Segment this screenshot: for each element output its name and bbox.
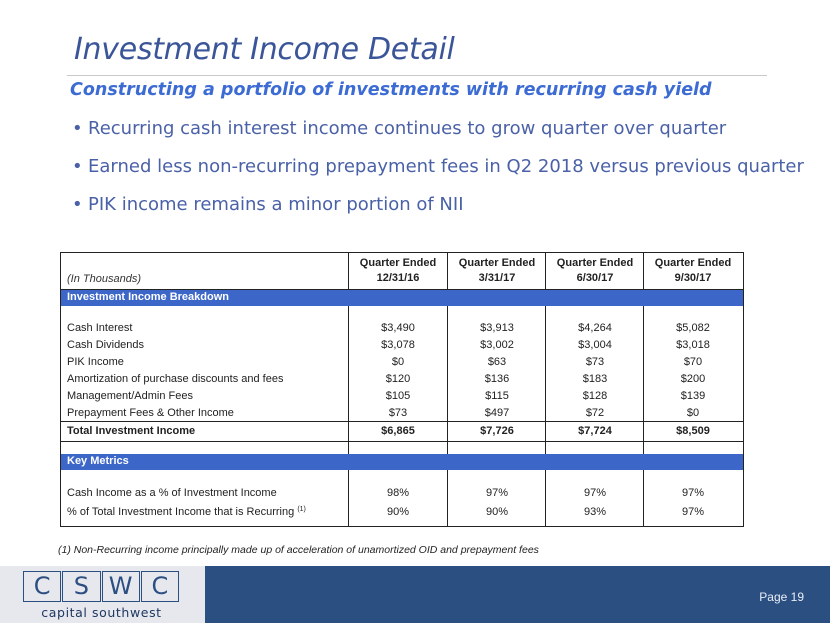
table-header	[61, 253, 743, 290]
logo-letter: S	[62, 571, 100, 602]
table-row: Cash Dividends $3,078 $3,002 $3,004 $3,018	[67, 339, 710, 351]
total-row: Total Investment Income $6,865 $7,726 $7,724 $8,509	[61, 421, 743, 442]
metric-row: % of Total Investment Income that is Recurring $^{(1)}$ 90% 90% 93% 97%	[67, 506, 705, 518]
logo-letter: C	[23, 571, 61, 602]
bullet-item: • Earned less non-recurring prepayment fees in Q2 2018 versus previous quarter	[72, 154, 804, 192]
title-divider	[67, 75, 767, 76]
investment-income-table	[60, 252, 744, 527]
column-header: Quarter Ended 6/30/17	[556, 257, 634, 284]
logo-company-name: capital southwest	[41, 605, 162, 620]
footer-band	[205, 566, 830, 623]
section-label: Key Metrics	[67, 455, 129, 467]
logo-letter: W	[102, 571, 140, 602]
footer-bar	[0, 566, 830, 623]
page-number: Page 19	[759, 590, 804, 604]
table-row: PIK Income $0 $63 $73 $70	[67, 356, 703, 368]
table-row: Amortization of purchase discounts and fees $120 $136 $183 $200	[67, 373, 706, 385]
section-band	[61, 454, 743, 470]
section-band	[61, 290, 743, 306]
units-label: (In Thousands)	[67, 273, 141, 285]
footnote: (1) Non-Recurring income principally made up of acceleration of unamortized OID and prepayment fees	[58, 544, 539, 556]
column-header: Quarter Ended 3/31/17	[458, 257, 536, 284]
logo-letter: C	[141, 571, 179, 602]
table-row: Cash Interest $3,490 $3,913 $4,264 $5,082	[67, 322, 710, 334]
page-subtitle: Constructing a portfolio of investments with recurring cash yield	[70, 80, 712, 100]
company-logo	[23, 571, 183, 619]
section-label: Investment Income Breakdown	[67, 291, 229, 303]
bullet-dot-icon: •	[72, 118, 83, 139]
column-header: Quarter Ended 12/31/16	[359, 257, 437, 284]
table-row: Prepayment Fees & Other Income $73 $497 $72 $0	[67, 407, 700, 419]
table-row: Management/Admin Fees $105 $115 $128 $139	[67, 390, 706, 402]
column-header: Quarter Ended 9/30/17	[654, 257, 732, 284]
bullet-dot-icon: •	[72, 156, 83, 177]
metric-row: Cash Income as a % of Investment Income 98% 97% 97% 97%	[67, 487, 705, 499]
footnote-marker: (1)	[297, 506, 306, 513]
bullet-dot-icon: •	[72, 194, 83, 215]
bullet-item: • PIK income remains a minor portion of NII	[72, 192, 804, 230]
bullet-item: • Recurring cash interest income continues to grow quarter over quarter	[72, 116, 804, 154]
bullet-list	[72, 116, 804, 230]
page-title: Investment Income Detail	[74, 32, 455, 67]
